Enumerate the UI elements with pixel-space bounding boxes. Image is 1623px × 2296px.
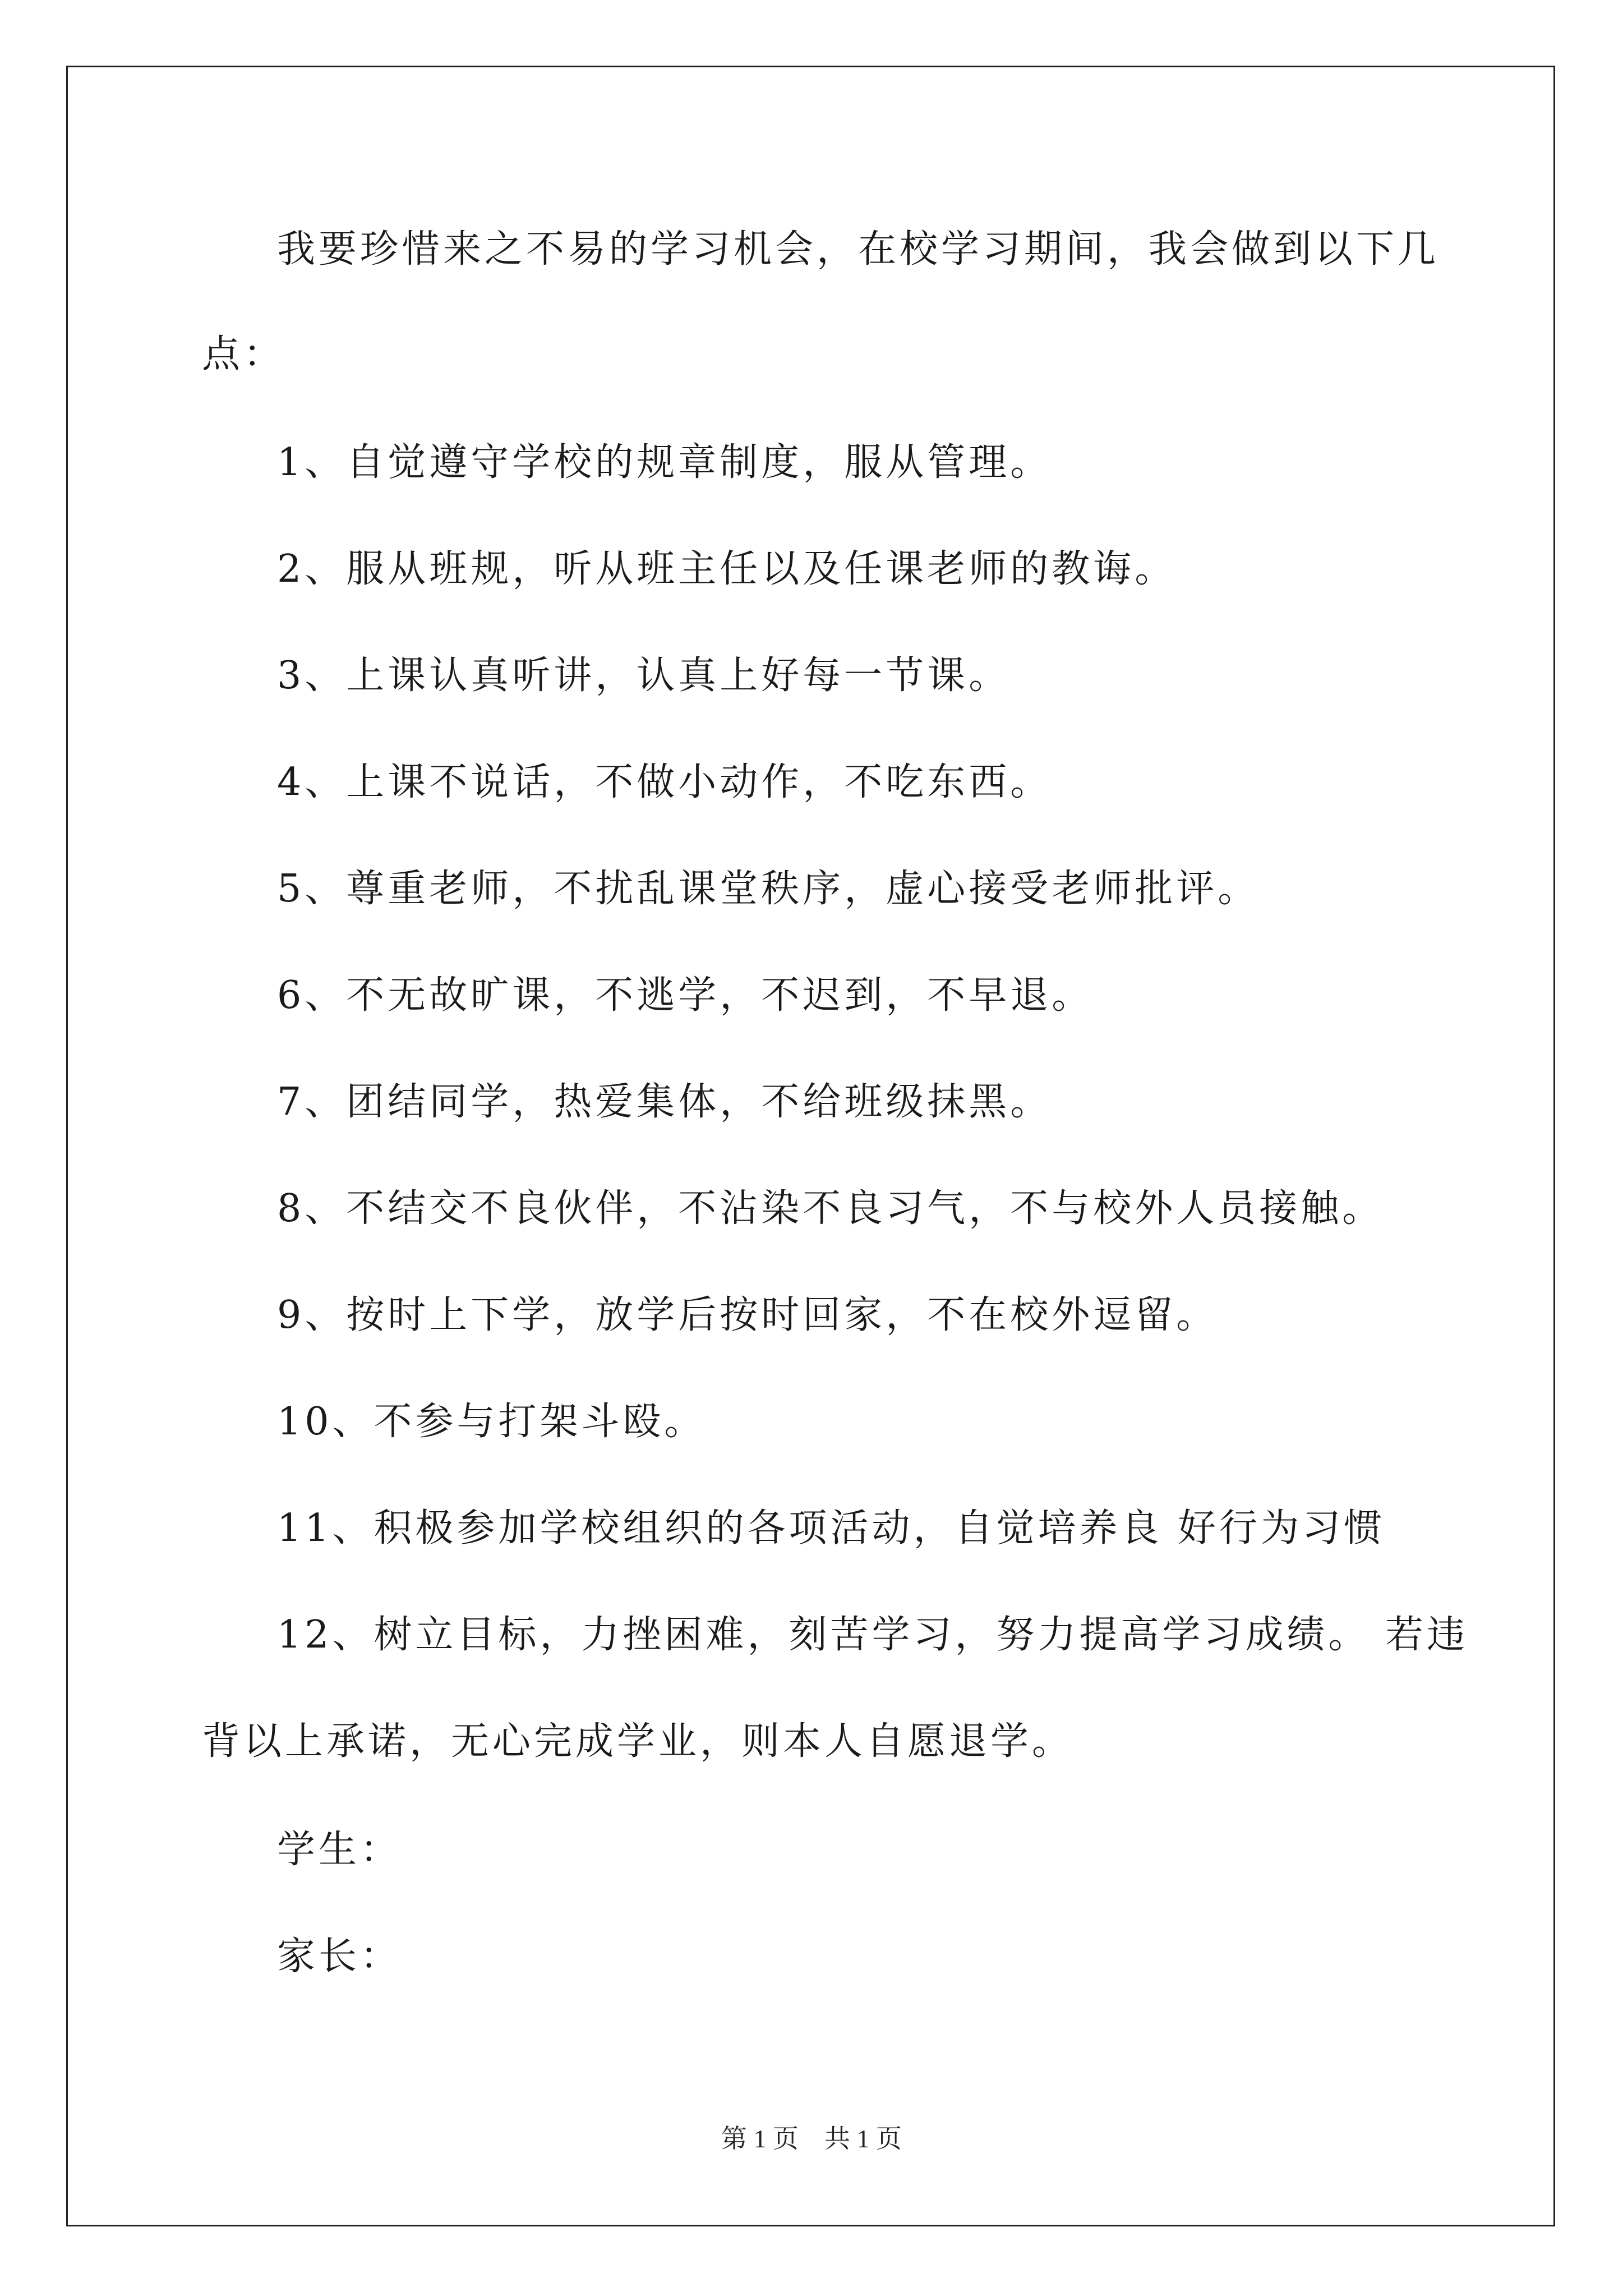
rule-item-12-line-2: 背以上承诺，无心完成学业，则本人自愿退学。 — [202, 1719, 1074, 1764]
student-signature-label: 学生： — [277, 1828, 402, 1872]
rule-item-7: 7、团结同学，热爱集体，不给班级抹黑。 — [277, 1080, 1052, 1124]
rule-item-5: 5、尊重老师，不扰乱课堂秩序，虚心接受老师批评。 — [277, 867, 1260, 911]
intro-line-2: 点： — [202, 332, 285, 376]
page-border — [66, 66, 1555, 2226]
rule-item-6: 6、不无故旷课，不逃学，不迟到，不早退。 — [277, 973, 1094, 1018]
rule-item-4: 4、上课不说话，不做小动作，不吃东西。 — [277, 760, 1052, 804]
rule-item-2: 2、服从班规，听从班主任以及任课老师的教诲。 — [277, 547, 1177, 591]
rule-item-9: 9、按时上下学，放学后按时回家，不在校外逗留。 — [277, 1293, 1218, 1337]
intro-line-1: 我要珍惜来之不易的学习机会，在校学习期间，我会做到以下几 — [277, 227, 1440, 272]
rule-item-1: 1、自觉遵守学校的规章制度，服从管理。 — [277, 440, 1052, 485]
rule-item-8: 8、不结交不良伙伴，不沾染不良习气，不与校外人员接触。 — [277, 1186, 1384, 1231]
rule-item-10: 10、不参与打架斗殴。 — [277, 1400, 706, 1444]
page-footer: 第 1 页 共 1 页 — [721, 2124, 902, 2153]
rule-item-11: 11、积极参加学校组织的各项活动，自觉培养良 好行为习惯 — [277, 1506, 1386, 1550]
parent-signature-label: 家长： — [277, 1934, 402, 1978]
rule-item-12-line-1: 12、树立目标，力挫困难，刻苦学习，努力提高学习成绩。 若违 — [277, 1613, 1469, 1657]
rule-item-3: 3、上课认真听讲，认真上好每一节课。 — [277, 654, 1011, 698]
